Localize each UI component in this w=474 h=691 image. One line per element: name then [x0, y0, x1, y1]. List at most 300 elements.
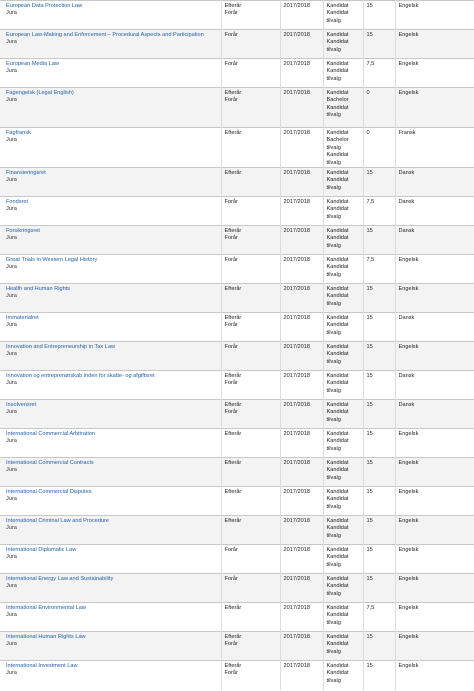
- language-cell: Engelsk: [395, 487, 474, 516]
- level-value: Kandidat: [326, 152, 349, 159]
- level-value: Kandidat: [326, 634, 349, 641]
- study-area: Jura: [6, 670, 17, 677]
- course-title-link[interactable]: European Data Protection Law: [6, 3, 83, 9]
- ects-cell: 7,5: [363, 59, 395, 88]
- semester-cell: [221, 632, 280, 661]
- semester-cell: [221, 574, 280, 603]
- course-cell: [0, 168, 221, 197]
- level-value: Kandidat: [326, 641, 349, 648]
- course-cell: [0, 429, 221, 458]
- level-cell: [323, 342, 363, 371]
- year-cell: 2017/2018: [280, 661, 323, 690]
- level-value: Kandidat: [326, 460, 349, 467]
- study-area: Jura: [6, 322, 17, 329]
- level-value: Kandidat: [326, 322, 349, 329]
- semester-cell: [221, 342, 280, 371]
- year-cell: 2017/2018: [280, 429, 323, 458]
- level-value: tilvalg: [326, 17, 341, 24]
- level-value: tilvalg: [326, 300, 341, 307]
- semester-cell: [221, 1, 280, 30]
- level-cell: [323, 661, 363, 690]
- language-cell: Fransk: [395, 128, 474, 168]
- year-cell: 2017/2018: [280, 128, 323, 168]
- year-cell: 2017/2018: [280, 30, 323, 59]
- level-value: Kandidat: [326, 10, 349, 17]
- level-value: Kandidat: [326, 402, 349, 409]
- semester-value: Efterår: [224, 170, 242, 177]
- course-title-link[interactable]: International Investment Law: [6, 663, 78, 670]
- study-area: Jura: [6, 264, 17, 271]
- course-row: [0, 516, 474, 545]
- course-title-link[interactable]: International Energy Law and Sustainability: [6, 576, 114, 583]
- course-cell: [0, 661, 221, 690]
- level-value: Kandidat: [326, 438, 349, 445]
- ects-cell: 15: [363, 661, 395, 690]
- study-area: Jura: [6, 351, 17, 358]
- semester-value: Efterår: [224, 228, 242, 235]
- year-cell: 2017/2018: [280, 59, 323, 88]
- semester-value: Efterår: [224, 3, 242, 9]
- semester-value: Efterår: [224, 489, 242, 496]
- ects-cell: 15: [363, 632, 395, 661]
- language-cell: Engelsk: [395, 458, 474, 487]
- study-area: Jura: [6, 206, 17, 213]
- study-area: Jura: [6, 293, 17, 300]
- level-value: Kandidat: [326, 235, 349, 242]
- semester-cell: [221, 458, 280, 487]
- language-cell: Engelsk: [395, 284, 474, 313]
- course-cell: [0, 545, 221, 574]
- level-value: Kandidat: [326, 612, 349, 619]
- level-value: Kandidat: [326, 663, 349, 670]
- course-cell: [0, 284, 221, 313]
- course-title-link[interactable]: International Commercial Contracts: [6, 460, 94, 467]
- level-value: tilvalg: [326, 677, 341, 684]
- level-value: tilvalg: [326, 416, 341, 423]
- language-cell: Dansk: [395, 226, 474, 255]
- course-cell: [0, 30, 221, 59]
- course-title-link[interactable]: International Diplomatic Law: [6, 547, 77, 554]
- level-cell: [323, 59, 363, 88]
- semester-cell: [221, 400, 280, 429]
- level-value: Kandidat: [326, 525, 349, 532]
- study-area: Jura: [6, 467, 17, 474]
- level-value: tilvalg: [326, 474, 341, 481]
- level-cell: [323, 168, 363, 197]
- level-cell: [323, 371, 363, 400]
- semester-cell: [221, 226, 280, 255]
- level-value: Kandidat: [326, 264, 349, 271]
- study-area: Jura: [6, 554, 17, 561]
- year-cell: 2017/2018: [280, 197, 323, 226]
- course-title-link[interactable]: Innovation and Entrepreneurship in Tax Law: [6, 344, 116, 351]
- level-value: Kandidat: [326, 489, 349, 496]
- study-area: Jura: [6, 97, 17, 104]
- course-title-link[interactable]: Fondsret: [6, 199, 29, 206]
- semester-cell: [221, 30, 280, 59]
- language-cell: Engelsk: [395, 30, 474, 59]
- level-value: tilvalg: [326, 561, 341, 568]
- course-title-link[interactable]: Forsikringsret: [6, 228, 40, 235]
- level-value: tilvalg: [326, 184, 341, 191]
- study-area: Jura: [6, 409, 17, 416]
- course-cell: [0, 342, 221, 371]
- level-value: tilvalg: [326, 75, 341, 82]
- course-table-body: [0, 1, 474, 690]
- ects-cell: 15: [363, 400, 395, 429]
- level-value: Kandidat: [326, 32, 349, 38]
- year-cell: 2017/2018: [280, 603, 323, 632]
- level-value: Kandidat: [326, 61, 349, 67]
- level-cell: [323, 487, 363, 516]
- level-cell: [323, 574, 363, 603]
- semester-cell: [221, 197, 280, 226]
- ects-cell: 7,5: [363, 197, 395, 226]
- level-value: Bachelor: [326, 137, 349, 144]
- course-row: [0, 458, 474, 487]
- study-area: Jura: [6, 39, 17, 46]
- semester-value: Efterår: [224, 373, 242, 380]
- course-row: [0, 371, 474, 400]
- course-title-link[interactable]: International Environmental Law: [6, 605, 86, 612]
- level-cell: [323, 516, 363, 545]
- course-title-link[interactable]: International Commercial Arbitration: [6, 431, 95, 438]
- level-value: Kandidat: [326, 605, 349, 612]
- ects-cell: 15: [363, 516, 395, 545]
- semester-cell: [221, 313, 280, 342]
- level-value: Kandidat: [326, 228, 349, 235]
- course-cell: [0, 487, 221, 516]
- year-cell: 2017/2018: [280, 284, 323, 313]
- course-cell: [0, 603, 221, 632]
- level-value: Kandidat: [326, 293, 349, 300]
- semester-cell: [221, 487, 280, 516]
- semester-cell: [221, 661, 280, 690]
- semester-cell: [221, 603, 280, 632]
- study-area: Jura: [6, 641, 17, 648]
- semester-value: Efterår: [224, 130, 242, 136]
- course-cell: [0, 313, 221, 342]
- year-cell: 2017/2018: [280, 545, 323, 574]
- semester-value: Forår: [224, 344, 238, 351]
- course-row: [0, 59, 474, 88]
- language-cell: Engelsk: [395, 545, 474, 574]
- ects-cell: 7,5: [363, 603, 395, 632]
- year-cell: 2017/2018: [280, 458, 323, 487]
- level-cell: [323, 284, 363, 313]
- course-cell: [0, 371, 221, 400]
- course-title-link[interactable]: Immaterialret: [6, 315, 39, 322]
- level-cell: [323, 632, 363, 661]
- level-value: Kandidat: [326, 351, 349, 358]
- semester-value: Efterår: [224, 663, 242, 670]
- course-title-link[interactable]: Health and Human Rights: [6, 286, 71, 293]
- level-value: tilvalg: [326, 619, 341, 626]
- course-cell: [0, 59, 221, 88]
- level-value: tilvalg: [326, 329, 341, 336]
- study-area: Jura: [6, 525, 17, 532]
- semester-cell: [221, 59, 280, 88]
- year-cell: 2017/2018: [280, 168, 323, 197]
- semester-value: Forår: [224, 199, 238, 206]
- level-cell: [323, 400, 363, 429]
- semester-cell: [221, 429, 280, 458]
- course-row: [0, 574, 474, 603]
- ects-cell: 15: [363, 342, 395, 371]
- semester-value: Forår: [224, 61, 238, 67]
- semester-value: Forår: [224, 576, 238, 583]
- language-cell: Dansk: [395, 313, 474, 342]
- year-cell: 2017/2018: [280, 1, 323, 30]
- study-area: Jura: [6, 137, 17, 144]
- semester-value: Forår: [224, 380, 238, 387]
- year-cell: 2017/2018: [280, 632, 323, 661]
- course-cell: [0, 197, 221, 226]
- semester-value: Efterår: [224, 90, 242, 96]
- language-cell: Engelsk: [395, 1, 474, 30]
- level-value: Kandidat: [326, 576, 349, 583]
- course-title-link[interactable]: European Law-Making and Enforcement – Procedural Aspects and Participation: [6, 32, 204, 38]
- course-row: [0, 255, 474, 284]
- course-cell: [0, 255, 221, 284]
- semester-value: Efterår: [224, 634, 242, 641]
- semester-cell: [221, 516, 280, 545]
- semester-value: Efterår: [224, 518, 242, 525]
- level-value: tilvalg: [326, 213, 341, 220]
- level-value: Kandidat: [326, 373, 349, 380]
- semester-value: Efterår: [224, 286, 242, 293]
- level-value: Kandidat: [326, 104, 349, 111]
- year-cell: 2017/2018: [280, 487, 323, 516]
- level-value: tilvalg: [326, 358, 341, 365]
- level-value: Kandidat: [326, 68, 349, 75]
- ects-cell: 15: [363, 458, 395, 487]
- semester-value: Efterår: [224, 402, 242, 409]
- level-cell: [323, 255, 363, 284]
- language-cell: Engelsk: [395, 88, 474, 128]
- level-value: Kandidat: [326, 547, 349, 554]
- course-row: [0, 342, 474, 371]
- ects-cell: 15: [363, 226, 395, 255]
- course-row: [0, 88, 474, 128]
- semester-value: Efterår: [224, 460, 242, 467]
- semester-value: Efterår: [224, 431, 242, 438]
- study-area: Jura: [6, 380, 17, 387]
- level-cell: [323, 545, 363, 574]
- level-value: tilvalg: [326, 387, 341, 394]
- level-cell: [323, 313, 363, 342]
- level-value: tilvalg: [326, 159, 341, 166]
- semester-value: Efterår: [224, 605, 242, 612]
- course-row: [0, 128, 474, 168]
- course-title-link[interactable]: European Media Law: [6, 61, 59, 67]
- level-value: tilvalg: [326, 46, 341, 53]
- language-cell: Engelsk: [395, 603, 474, 632]
- level-value: tilvalg: [326, 144, 341, 151]
- semester-value: Forår: [224, 10, 238, 17]
- course-cell: [0, 632, 221, 661]
- ects-cell: 7,5: [363, 255, 395, 284]
- language-cell: Dansk: [395, 371, 474, 400]
- course-cell: [0, 1, 221, 30]
- level-value: Kandidat: [326, 554, 349, 561]
- course-row: [0, 1, 474, 30]
- semester-cell: [221, 545, 280, 574]
- level-cell: [323, 458, 363, 487]
- level-value: Kandidat: [326, 315, 349, 322]
- semester-value: Forår: [224, 257, 238, 264]
- course-row: [0, 226, 474, 255]
- study-area: Jura: [6, 496, 17, 503]
- course-title-link[interactable]: International Criminal Law and Procedure: [6, 518, 109, 525]
- course-row: [0, 429, 474, 458]
- level-cell: [323, 603, 363, 632]
- course-row: [0, 400, 474, 429]
- course-row: [0, 545, 474, 574]
- level-cell: [323, 128, 363, 168]
- semester-cell: [221, 255, 280, 284]
- level-value: Kandidat: [326, 206, 349, 213]
- semester-value: Forår: [224, 670, 238, 677]
- language-cell: Engelsk: [395, 632, 474, 661]
- language-cell: Engelsk: [395, 516, 474, 545]
- study-area: Jura: [6, 612, 17, 619]
- ects-cell: 15: [363, 545, 395, 574]
- level-cell: [323, 30, 363, 59]
- study-area: Jura: [6, 438, 17, 445]
- semester-value: Forår: [224, 547, 238, 554]
- course-row: [0, 197, 474, 226]
- language-cell: Engelsk: [395, 342, 474, 371]
- semester-value: Forår: [224, 97, 238, 104]
- ects-cell: 15: [363, 487, 395, 516]
- semester-value: Forår: [224, 641, 238, 648]
- ects-cell: 15: [363, 30, 395, 59]
- language-cell: Engelsk: [395, 661, 474, 690]
- course-title-link[interactable]: Insolvensret: [6, 402, 37, 409]
- level-value: tilvalg: [326, 445, 341, 452]
- ects-cell: 15: [363, 574, 395, 603]
- course-title-link[interactable]: Fagengelsk (Legal English): [6, 90, 74, 96]
- ects-cell: 15: [363, 313, 395, 342]
- language-cell: Dansk: [395, 197, 474, 226]
- level-value: Kandidat: [326, 670, 349, 677]
- year-cell: 2017/2018: [280, 226, 323, 255]
- level-value: Kandidat: [326, 496, 349, 503]
- semester-value: Forår: [224, 322, 238, 329]
- course-cell: [0, 226, 221, 255]
- year-cell: 2017/2018: [280, 400, 323, 429]
- year-cell: 2017/2018: [280, 255, 323, 284]
- course-title-link[interactable]: Great Trials in Western Legal History: [6, 257, 98, 264]
- year-cell: 2017/2018: [280, 342, 323, 371]
- level-cell: [323, 197, 363, 226]
- level-value: Kandidat: [326, 39, 349, 46]
- year-cell: 2017/2018: [280, 371, 323, 400]
- ects-cell: 15: [363, 168, 395, 197]
- level-value: tilvalg: [326, 648, 341, 655]
- course-cell: [0, 458, 221, 487]
- semester-cell: [221, 88, 280, 128]
- study-area: Jura: [6, 583, 17, 590]
- level-value: Kandidat: [326, 380, 349, 387]
- language-cell: Engelsk: [395, 429, 474, 458]
- course-title-link[interactable]: International Human Rights Law: [6, 634, 86, 641]
- language-cell: Engelsk: [395, 255, 474, 284]
- ects-cell: 15: [363, 371, 395, 400]
- level-value: tilvalg: [326, 503, 341, 510]
- course-row: [0, 487, 474, 516]
- course-row: [0, 284, 474, 313]
- course-cell: [0, 88, 221, 128]
- study-area: Jura: [6, 68, 17, 75]
- level-value: tilvalg: [326, 271, 341, 278]
- year-cell: 2017/2018: [280, 516, 323, 545]
- course-cell: [0, 400, 221, 429]
- course-row: [0, 661, 474, 690]
- semester-cell: [221, 168, 280, 197]
- language-cell: Dansk: [395, 168, 474, 197]
- course-cell: [0, 516, 221, 545]
- course-cell: [0, 574, 221, 603]
- course-row: [0, 168, 474, 197]
- language-cell: Engelsk: [395, 574, 474, 603]
- study-area: Jura: [6, 177, 17, 184]
- level-value: tilvalg: [326, 242, 341, 249]
- level-value: tilvalg: [326, 532, 341, 539]
- level-value: Kandidat: [326, 467, 349, 474]
- course-cell: [0, 128, 221, 168]
- level-value: Kandidat: [326, 90, 349, 96]
- level-value: Kandidat: [326, 344, 349, 351]
- level-value: Kandidat: [326, 257, 349, 264]
- semester-cell: [221, 371, 280, 400]
- level-value: Kandidat: [326, 409, 349, 416]
- language-cell: Dansk: [395, 400, 474, 429]
- semester-value: Forår: [224, 409, 238, 416]
- semester-value: Forår: [224, 32, 238, 38]
- year-cell: 2017/2018: [280, 88, 323, 128]
- level-value: Kandidat: [326, 177, 349, 184]
- ects-cell: 15: [363, 429, 395, 458]
- course-row: [0, 313, 474, 342]
- course-title-link[interactable]: Fagfransk: [6, 130, 31, 136]
- year-cell: 2017/2018: [280, 313, 323, 342]
- course-title-link[interactable]: International Commercial Disputes: [6, 489, 92, 496]
- semester-cell: [221, 128, 280, 168]
- year-cell: 2017/2018: [280, 574, 323, 603]
- semester-value: Forår: [224, 235, 238, 242]
- course-title-link[interactable]: Innovation og entreprenørskab inden for skatte- og afgiftsret: [6, 373, 155, 380]
- level-value: tilvalg: [326, 112, 341, 119]
- ects-cell: 15: [363, 1, 395, 30]
- level-value: Kandidat: [326, 3, 349, 9]
- level-value: Kandidat: [326, 286, 349, 293]
- level-cell: [323, 226, 363, 255]
- level-value: tilvalg: [326, 590, 341, 597]
- course-row: [0, 603, 474, 632]
- language-cell: Engelsk: [395, 59, 474, 88]
- level-value: Kandidat: [326, 170, 349, 177]
- course-row: [0, 632, 474, 661]
- level-value: Kandidat: [326, 431, 349, 438]
- study-area: Jura: [6, 10, 17, 17]
- semester-value: Efterår: [224, 315, 242, 322]
- study-area: Jura: [6, 235, 17, 242]
- course-title-link[interactable]: Finansieringsret: [6, 170, 46, 177]
- course-row: [0, 30, 474, 59]
- level-value: Kandidat: [326, 199, 349, 206]
